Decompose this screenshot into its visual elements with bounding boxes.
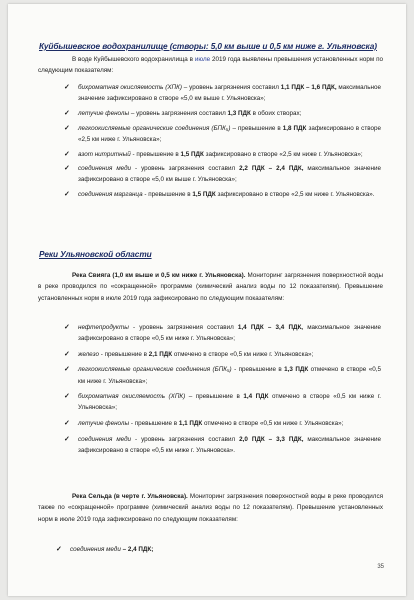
list-item: ✓ летучие фенолы - превышение в 1,1 ПДК отмечено в створе «0,5 км ниже г. Ульяновска»; (64, 418, 381, 429)
list-item: ✓ соединения марганца - превышение в 1,5 ПДК зафиксировано в створе «2,5 км ниже г. Ульяновска». (64, 189, 381, 200)
check-icon: ✓ (64, 84, 70, 91)
list-item: ✓ легкоокисляемые органические соединения (БПК₅) – превышение в 1,8 ПДК зафиксировано в створе «2,5 км ниже г. Ульяновска»; (64, 124, 381, 143)
check-icon: ✓ (64, 419, 70, 427)
list-item: ✓ железо - превышение в 2,1 ПДК отмечено в створе «0,5 км ниже г. Ульяновска»; (64, 349, 381, 360)
list-item: ✓ легкоокисляемые органические соединения (БПК₅) - превышение в 1,3 ПДК отмечено в створе «0,5 км ниже г. Ульяновска»; (64, 366, 382, 385)
intro-paragraph: В воде Куйбышевского водохранилища в июле 2019 года выявлены превышения установленных норм по следующим показателям: (38, 56, 383, 75)
list-item: ✓ соединения меди - уровень загрязнения составил 2,2 ПДК – 2,4 ПДК, максимальное значение зафиксировано в створе «5,0 км выше г. Ульяновска»; (64, 165, 381, 184)
check-icon: ✓ (64, 393, 70, 401)
document-page (8, 4, 406, 596)
sviyaga-list (64, 322, 381, 460)
section-title-rivers: Реки Ульяновской области (39, 249, 152, 259)
sviyaga-paragraph: Река Свияга (1,0 км выше и 0,5 км ниже г. Ульяновска). Мониторинг загрязнения поверхностной воды в реке проводился по «сокращенной» программе (химический анализ воды по 12 показателям). Превышение установленных норм в июле 2019 года зафиксировано по следующим показателям: (38, 272, 383, 302)
list-item: ✓ летучие фенолы – уровень загрязнения составил 1,3 ПДК в обоих створах; (64, 108, 381, 119)
check-icon: ✓ (64, 109, 70, 117)
list-item: ✓ бихроматная окисляемость (ХПК) – превышение в 1,4 ПДК отмечено в створе «0,5 км ниже г. Ульяновска»; (64, 393, 382, 412)
check-icon: ✓ (64, 435, 70, 443)
selda-list (56, 544, 373, 559)
list-item: ✓ бихроматная окисляемость (ХПК) – уровень загрязнения составил 1,1 ПДК – 1,6 ПДК, максимальное значение зафиксировано в створе «5,0 км выше г. Ульяновска»; (64, 84, 382, 103)
check-icon: ✓ (64, 324, 70, 331)
check-icon: ✓ (56, 546, 62, 553)
page-number: 35 (377, 564, 384, 570)
check-icon: ✓ (64, 124, 70, 132)
list-item: ✓ азот нитритный - превышение в 1,5 ПДК зафиксировано в створе «2,5 км ниже г. Ульяновска»; (64, 149, 381, 160)
check-icon: ✓ (64, 366, 70, 374)
list-item: ✓ нефтепродукты - уровень загрязнения составил 1,4 ПДК – 3,4 ПДК, максимальное значение зафиксировано в створе «0,5 км ниже г. Ульяновска»; (64, 324, 381, 343)
check-icon: ✓ (64, 191, 70, 199)
kuibyshev-list (64, 82, 381, 204)
check-icon: ✓ (64, 165, 70, 173)
list-item: ✓ соединения меди – 2,4 ПДК; (56, 544, 373, 555)
check-icon: ✓ (64, 150, 70, 158)
section-title-kuibyshev: Куйбышевское водохранилище (створы: 5,0 км выше и 0,5 км ниже г. Ульяновска) (39, 41, 377, 51)
check-icon: ✓ (64, 350, 70, 358)
selda-paragraph: Река Сельда (в черте г. Ульяновска). Мониторинг загрязнения поверхностной воды в реке проводился также по «сокращенной» программе (химический анализ воды по 12 показателям). Превышение установленных норм в июле 2019 года зафиксировано по следующим показателям: (38, 493, 384, 523)
list-item: ✓ соединения меди - уровень загрязнения составил 2,0 ПДК – 3,3 ПДК, максимальное значение зафиксировано в створе «0,5 км ниже г. Ульяновска». (64, 435, 381, 454)
